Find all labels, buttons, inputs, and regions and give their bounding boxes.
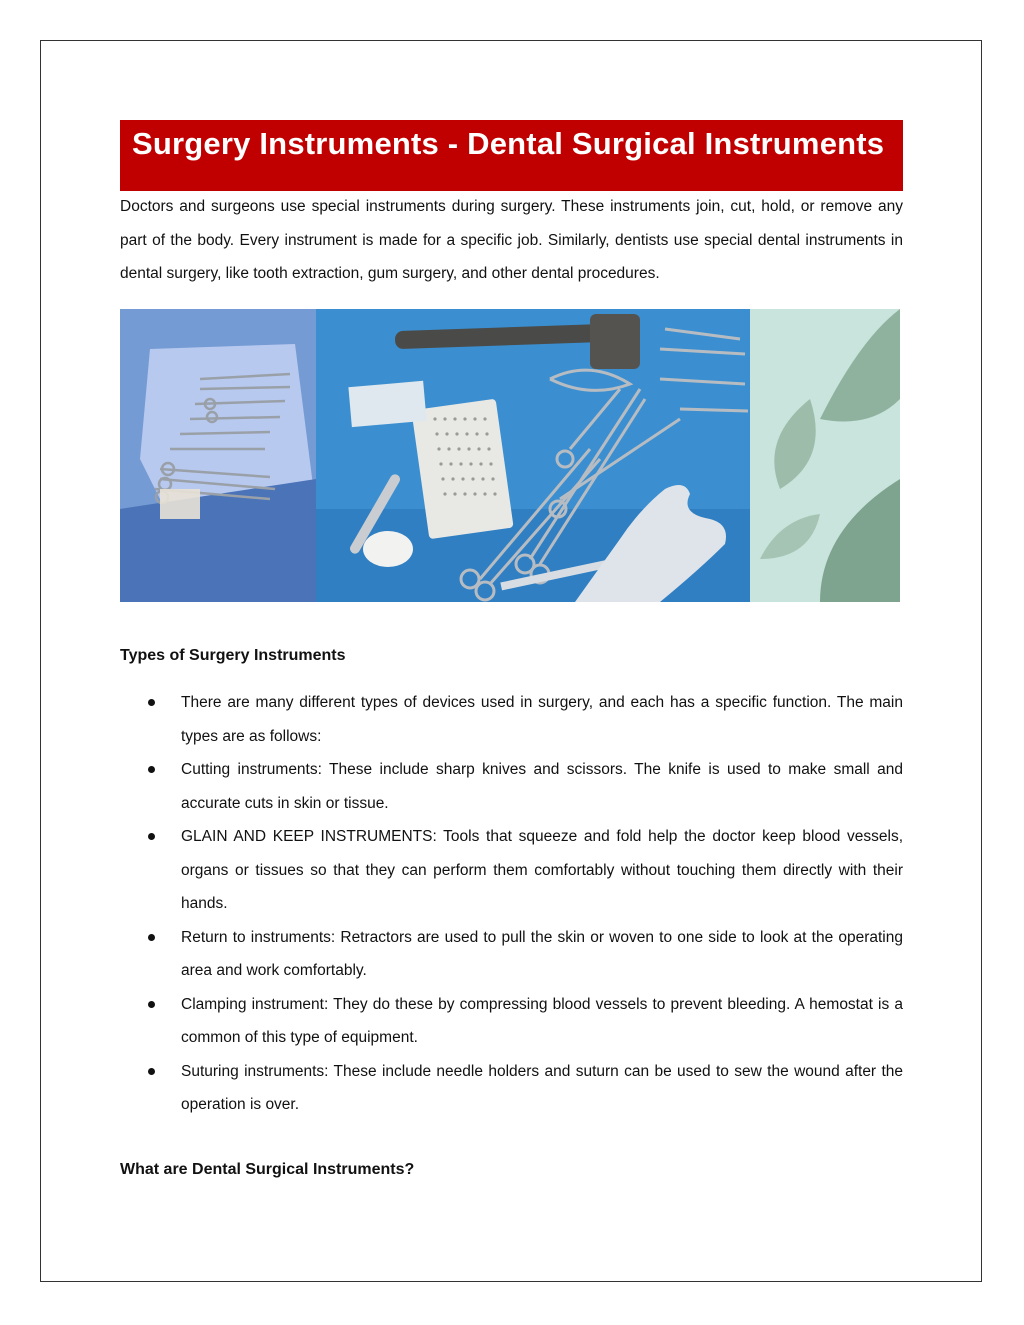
list-item-text: There are many different types of devices used in surgery, and each has a specific function. The main types are as follows: <box>181 694 903 745</box>
list-item-text: GLAIN AND KEEP INSTRUMENTS: Tools that squeeze and fold help the doctor keep blood vessels, organs or tissues so that they can perform them comfortably without touching them directly with their hands. <box>181 828 903 912</box>
bullet-icon <box>148 833 155 840</box>
list-item-text: Cutting instruments: These include sharp knives and scissors. The knife is used to make small and accurate cuts in skin or tissue. <box>181 761 903 812</box>
page-title: Surgery Instruments - Dental Surgical Instruments <box>132 126 885 161</box>
list-item <box>120 921 903 988</box>
bullet-icon <box>148 934 155 941</box>
intro-paragraph: Doctors and surgeons use special instruments during surgery. These instruments join, cut, hold, or remove any part of the body. Every instrument is made for a specific job. Similarly, dentists use special dental instruments in dental surgery, like tooth extraction, gum surgery, and other dental procedures. <box>120 198 903 282</box>
surgical-instruments-photo-icon <box>120 309 900 602</box>
list-item-text: Clamping instrument: They do these by compressing blood vessels to prevent bleeding. A hemostat is a common of this type of equipment. <box>181 995 903 1046</box>
section-heading-dental: What are Dental Surgical Instruments? <box>120 1161 415 1178</box>
list-item <box>120 1055 903 1122</box>
section-heading-types: Types of Surgery Instruments <box>120 647 346 664</box>
list-item <box>120 753 903 820</box>
types-bullet-list <box>120 686 903 1122</box>
list-item-text: Return to instruments: Retractors are used to pull the skin or woven to one side to look at the operating area and work comfortably. <box>181 928 903 979</box>
list-item-text: Suturing instruments: These include needle holders and suturn can be used to sew the wound after the operation is over. <box>181 1062 903 1113</box>
list-item <box>120 686 903 753</box>
list-item <box>120 988 903 1055</box>
bullet-icon <box>148 699 155 706</box>
bullet-icon <box>148 1068 155 1075</box>
list-item <box>120 820 903 921</box>
bullet-icon <box>148 766 155 773</box>
bullet-icon <box>148 1001 155 1008</box>
title-banner <box>120 120 903 191</box>
hero-image <box>120 309 900 602</box>
